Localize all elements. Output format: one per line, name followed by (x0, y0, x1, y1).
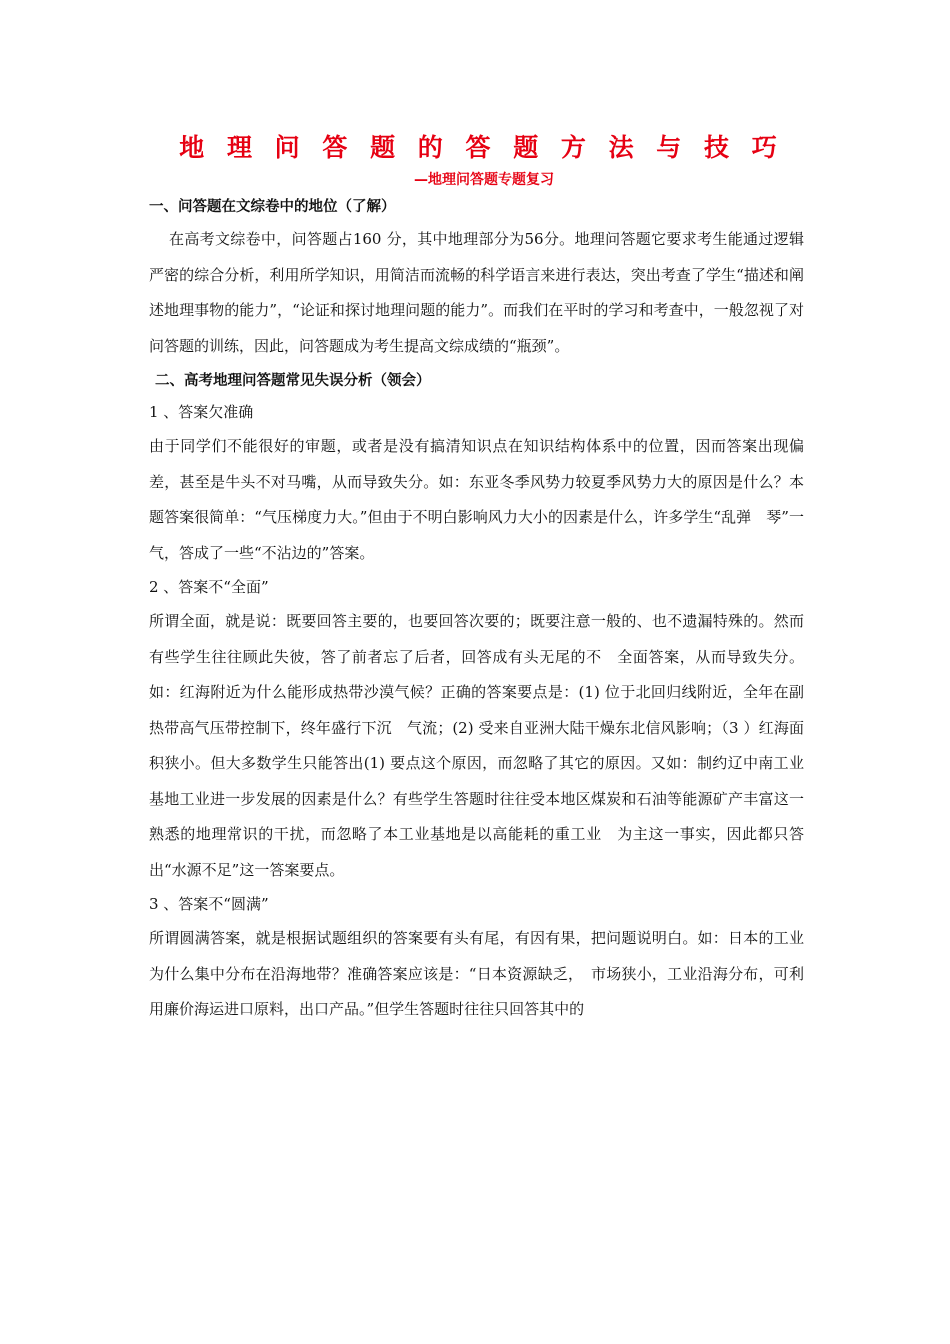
item-3-subhead: 3 、答案不“圆满” (149, 895, 269, 913)
item-2-subhead: 2 、答案不“全面” (149, 578, 269, 596)
item-3-paragraph: 所谓圆满答案，就是根据试题组织的答案要有头有尾，有因有果，把问题说明白。如：日本的工业为什么集中分布在沿海地带？准确答案应该是：“日本资源缺乏， 市场狭小，工业沿海分布，可利用廉价海运进口原料，出口产品。”但学生答题时往往只回答其中的 (149, 929, 804, 1018)
section-1-paragraph: 在高考文综卷中，问答题占160 分，其中地理部分为56分。地理问答题它要求考生能通过逻辑严密的综合分析，利用所学知识，用简洁而流畅的科学语言来进行表达，突出考查了学生“描述和阐述地理事物的能力”，“论证和探讨地理问题的能力”。而我们在平时的学习和考查中，一般忽视了对问答题的训练，因此，问答题成为考生提高文综成绩的“瓶颈”。 (149, 230, 804, 355)
document-page (149, 128, 820, 1028)
section-1-heading: 一、问答题在文综卷中的地位（了解） (149, 199, 396, 215)
section-2-heading: 二、高考地理问答题常见失误分析（领会） (155, 373, 431, 389)
item-1-paragraph: 由于同学们不能很好的审题，或者是没有搞清知识点在知识结构体系中的位置，因而答案出现偏差，甚至是牛头不对马嘴，从而导致失分。如：东亚冬季风势力较夏季风势力大的原因是什么？本题答案很简单：“气压梯度力大。”但由于不明白影响风力大小的因素是什么，许多学生“乱弹 琴”一气，答成了一些“不沾边的”答案。 (149, 437, 804, 562)
document-subtitle: —地理问答题专题复习 (414, 172, 554, 188)
document-title: 地 理 问 答 题 的 答 题 方 法 与 技 巧 (179, 133, 784, 162)
item-1-subhead: 1 、答案欠准确 (149, 403, 254, 421)
item-2-paragraph: 所谓全面，就是说：既要回答主要的，也要回答次要的；既要注意一般的、也不遗漏特殊的。然而有些学生往往顾此失彼，答了前者忘了后者，回答成有头无尾的不 全面答案，从而导致失分。如：红海附近为什么能形成热带沙漠气候？正确的答案要点是：(1) 位于北回归线附近，全年在副热带高气压带控制下，终年盛行下沉 气流；(2) 受来自亚洲大陆干燥东北信风影响；（3 ）红海面积狭小。但大多数学生只能答出(1) 要点这个原因，而忽略了其它的原因。又如：制约辽中南工业 基地工业进一步发展的因素是什么？有些学生答题时往往受本地区煤炭和石油等能源矿产丰富这一熟悉的地理常识的干扰，而忽略了本工业基地是以高能耗的重工业 为主这一事实，因此都只答出“水源不足”这一答案要点。 (149, 612, 820, 879)
